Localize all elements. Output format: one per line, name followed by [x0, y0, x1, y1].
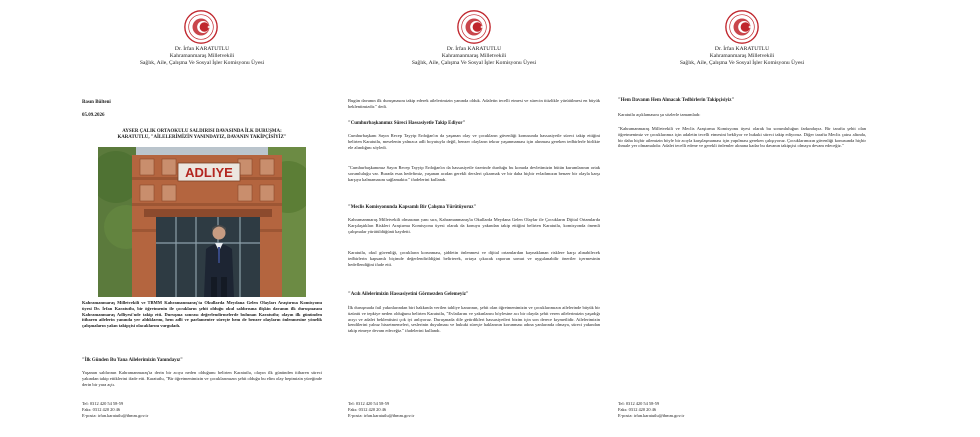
mp-role: Kahramanmaraş Milletvekili [709, 53, 775, 59]
paragraph-5: İlk duruşmada fail yakınlarından biri hakkında verilen tahliye kararının, şehit olan öğretmenimizin ve çocuklarımızın ailelerinde büyük bir üzüntü ve tepkiye neden olduğunu belirten Karatutlu, "Evlatlarını ve yakınlarını böylesine acı bir olayda şehit veren ailelerimizin yaşadığı acıyı ve adalet beklentisini çok iyi anlıyoruz. Duruşmada dile getirdikleri hassasiyetleri bizim için son derece kıymetlidir. Ailelerimizin kendilerini yalnız hissetmemeleri, seslerinin duyulması ve hukuki süreçte haklarının korunması adına yanlarında olmaya, süreci yakından takip etmeye devam edeceğiz." ifadelerini kullandı. [348, 305, 600, 334]
paragraph-2: "Cumhurbaşkanımız Sayın Recep Tayyip Erdoğan'ın da hassasiyetle üzerinde durduğu bu konuda devletimizin bütün kurumlarının ortak sorumluluğu var. Burada esas hedefimiz, yaşanan acıdan gerekli dersleri çıkarmak ve bir daha hiçbir evladımızın benzer bir olayla karşı karşıya kalmamasını sağlamaktır." ifadelerini kullandı. [348, 165, 600, 182]
mp-name: Dr. İrfan KARATUTLU [174, 46, 230, 52]
press-release-page-2 [346, 0, 602, 437]
footer-fax: Faks: 0312 420 20 46 [82, 406, 121, 412]
footer-email[interactable]: E-posta: irfan.karatutlu@tbmm.gov.tr [618, 412, 685, 418]
photo-sign-text: ADLIYE [185, 165, 233, 180]
headline-line-1: AYSER ÇALIK ORTAOKULU SALDIRISI DAVASINDA İLK DURUŞMA: [122, 129, 282, 134]
mp-committee: Sağlık, Aile, Çalışma Ve Sosyal İşler Komisyonu Üyesi [139, 60, 265, 66]
mp-role: Kahramanmaraş Milletvekili [169, 53, 235, 59]
closing-quote: "Kahramanmaraş Milletvekili ve Meclis Araştırma Komisyonu üyesi olarak bu sorumluluğun farkındayız. Bir tarafta şehit olan öğretmenimiz ve çocuklarımız için adaletin tecelli etmesini bekliyor ve hukuki süreci takip ediyoruz. Diğer tarafta Meclis çatısı altında, bir daha hiçbir ailemizin böyle bir acıyla karşılaşmaması için yapılması gereken çalışıyoruz. Çocuklarımızın güvenliği konusunda hiçbir ihmale yer olmamalıdır. Adalet tecelli edene ve gerekli önlemler alınana kadar bu davanın takipçisi olmaya devam edeceğiz." [618, 126, 866, 149]
letterhead [78, 46, 326, 67]
paragraph-1: Yaşanan saldırının Kahramanmaraş'ta derin bir acıya neden olduğunu belirten Karatutlu, olayın ilk gününden itibaren süreci yakından takip ettiklerini ifade etti. Karatutlu, "Bir öğretmenimizin ve çocuklarımızın şehit olduğu bu elim olay hepimizin yüreğinde derin bir yara açtı. [82, 370, 322, 387]
paragraph-0: Karatutlu açıklamasını şu sözlerle tamamladı: [618, 112, 701, 117]
footer-email[interactable]: E-posta: irfan.karatutlu@tbmm.gov.tr [348, 412, 415, 418]
mp-name: Dr. İrfan KARATUTLU [714, 46, 770, 52]
mp-committee: Sağlık, Aile, Çalışma Ve Sosyal İşler Komisyonu Üyesi [411, 60, 537, 66]
press-release-page-3 [616, 0, 868, 437]
footer-tel: Tel: 0312 420 54 58-59 [618, 401, 660, 406]
paragraph-1: Cumhurbaşkanı Sayın Recep Tayyip Erdoğan'ın da yaşanan olay ve çocukların güvenliği konusunda hassasiyetle süreci takip ettiğini belirten Karatutlu, meselenin yalnızca adli boyutuyla değil, benzer olayların tekrar yaşanmaması için alınması gereken tedbirlerle birlikte ele alındığını söyledi. [348, 133, 600, 150]
subhead-families: "Acılı Ailelerimizin Hassasiyetini Görmezden Gelemeyiz" [348, 292, 469, 297]
tbmm-seal-icon [725, 10, 759, 44]
headline [78, 129, 326, 141]
mp-role: Kahramanmaraş Milletvekili [441, 53, 507, 59]
paragraph-4: Karatutlu, okul güvenliği, çocukların korunması, şiddetin önlenmesi ve dijital ortamlardan kaynaklanan risklere karşı alınabilecek tedbirlerin kapsamlı biçimde değerlendirildiğini belirterek, ortaya çıkacak raporun somut ve uygulanabilir öneriler içermesinin hedeflendiğini ifade etti. [348, 250, 600, 267]
paragraph-0: Bugün davanın ilk duruşmasını takip ederek ailelerimizin yanında olduk. Adaletin tecelli etmesi ve sürecin titizlikle yürütülmesi en büyük beklentimizdir." dedi. [348, 98, 600, 109]
footer-fax: Faks: 0312 420 20 46 [618, 406, 657, 412]
mp-committee: Sağlık, Aile, Çalışma Ve Sosyal İşler Komisyonu Üyesi [679, 60, 805, 66]
tbmm-seal-icon [184, 10, 218, 44]
footer-tel: Tel: 0312 420 54 58-59 [348, 401, 390, 406]
contact-footer [82, 401, 148, 418]
subhead-follow-up: "Hem Davanın Hem Alınacak Tedbirlerin Takipçisiyiz" [618, 98, 735, 103]
mp-name: Dr. İrfan KARATUTLU [446, 46, 502, 52]
contact-footer [618, 401, 684, 418]
letterhead [616, 46, 868, 67]
paragraph-3: Kahramanmaraş Milletvekili olmasının yanı sıra, Kahramanmaraş'ta Okullarda Meydana Gelen Olaylar ile Çocukların Dijital Ortamlarda Karşılaştıkları Riskleri Araştırma Komisyonu üyesi olarak da konuyu yakından takip ettiğini belirten Karatutlu, komisyonda önemli çalışmalar yürütüldüğünü kaydetti. [348, 217, 600, 234]
headline-line-2: KARATUTLU, "AİLELERİMİZİN YANINDAYIZ, DAVANIN TAKİPÇİSİYİZ" [117, 135, 287, 141]
footer-email[interactable]: E-posta: irfan.karatutlu@tbmm.gov.tr [82, 412, 149, 418]
subhead-first-day: "İlk Günden Bu Yana Ailelerimizin Yanındayız" [82, 358, 183, 363]
press-release-label: Basın Bülteni [82, 100, 111, 105]
courthouse-photo [98, 147, 306, 297]
intro-paragraph: Kahramanmaraş Milletvekili ve TBMM Kahramanmaraş'ta Okullarda Meydana Gelen Olayları Araştırma Komisyonu üyesi Dr. İrfan Karatutlu, bir öğretmenin ile çocukların şehit olduğu okul saldırısına ilişkin davanın ilk duruşmasını Kahramanmaraş Adliyesi'nde takip etti. Duruşma sonrası değerlendirmelerde bulunan Karatutlu; olayın ilk gününden itibaren ailelerin yanında yer aldıklarını, hem adli ve parlamenter süreçte hem de benzer olayların önlenmesine yönelik çalışmaların yakın takipçisi olacaklarını vurguladı. [82, 300, 322, 329]
subhead-commission: "Meclis Komisyonunda Kapsamlı Bir Çalışma Yürütüyoruz" [348, 205, 477, 210]
letterhead [346, 46, 602, 67]
footer-fax: Faks: 0312 420 20 46 [348, 406, 387, 412]
release-date: 05.09.2026 [82, 113, 105, 118]
tbmm-seal-icon [457, 10, 491, 44]
subhead-president: "Cumhurbaşkanımız Süreci Hassasiyetle Takip Ediyor" [348, 121, 466, 126]
press-release-page-1 [78, 0, 326, 437]
contact-footer [348, 401, 414, 418]
footer-tel: Tel: 0312 420 54 58-59 [82, 401, 124, 406]
